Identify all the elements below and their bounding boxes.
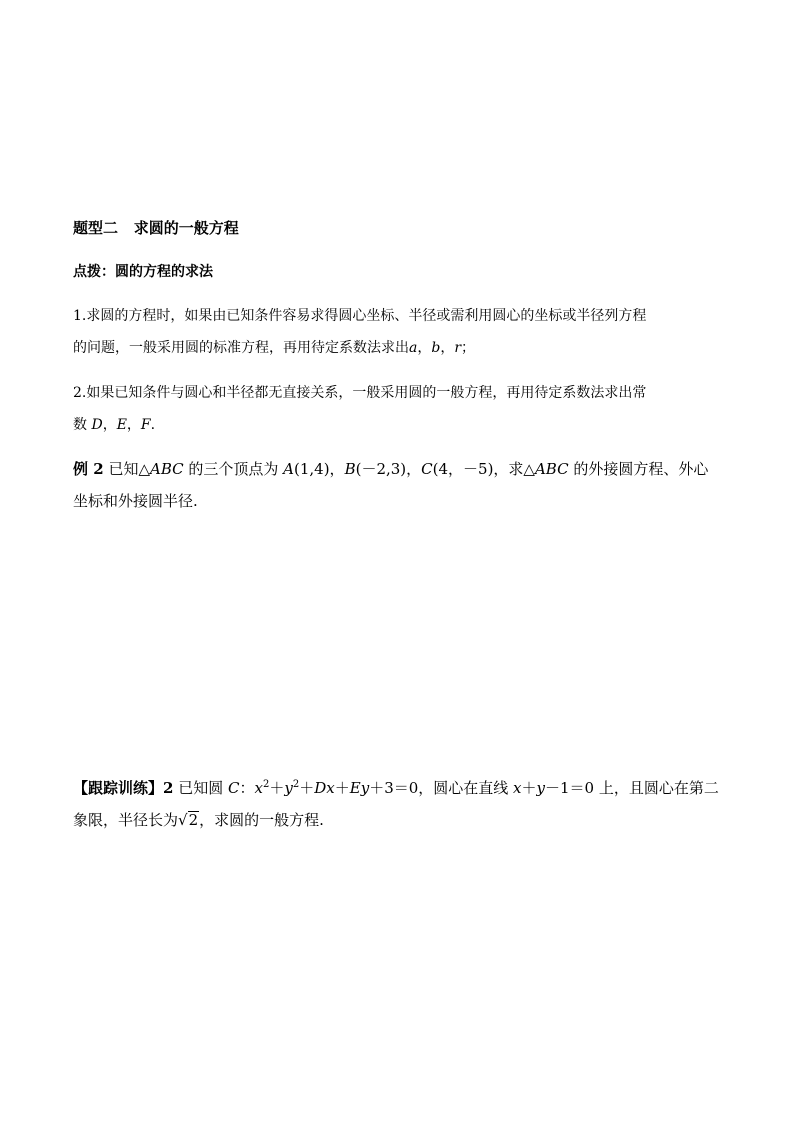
radicand: 2 bbox=[188, 811, 199, 829]
op: ＋ bbox=[334, 779, 350, 797]
end-punct: . bbox=[150, 417, 156, 433]
triangle-name: ABC bbox=[534, 460, 569, 478]
practice-2-line-1 bbox=[73, 772, 725, 804]
text: 已知圆 bbox=[173, 779, 228, 797]
sep: ， bbox=[126, 417, 141, 433]
var-b: b bbox=[431, 340, 441, 356]
var-E: E bbox=[116, 417, 127, 433]
section-title-text: 求圆的一般方程 bbox=[133, 219, 239, 237]
example-2-line-1 bbox=[73, 453, 725, 485]
var-x: x bbox=[513, 779, 522, 797]
method-2-line-1: 2.如果已知条件与圆心和半径都无直接关系，一般采用圆的一般方程，再用待定系数法求出常 bbox=[73, 385, 647, 401]
practice-label: 【跟踪训练】2 bbox=[73, 779, 174, 797]
section-title-label: 题型二 bbox=[73, 219, 119, 237]
sep: ， bbox=[440, 340, 455, 356]
text: 的外接圆方程、外心 bbox=[568, 460, 709, 478]
method-2-text: 数 bbox=[73, 417, 87, 433]
point-C: C bbox=[421, 460, 433, 478]
term-Ey: Ey bbox=[349, 779, 370, 797]
end-punct: ； bbox=[461, 340, 476, 356]
method-2-paragraph bbox=[73, 377, 725, 441]
op: ＋ bbox=[521, 779, 537, 797]
text: 的三个顶点为 bbox=[183, 460, 284, 478]
text: ，求圆的一般方程. bbox=[199, 811, 324, 829]
method-1-line-1: 1.求圆的方程时，如果由已知条件容易求得圆心坐标、半径或需利用圆心的坐标或半径列方程 bbox=[73, 308, 647, 324]
var-x: x bbox=[254, 779, 263, 797]
triangle-name: ABC bbox=[149, 460, 184, 478]
var-D: D bbox=[91, 417, 103, 433]
method-2-line-2 bbox=[73, 409, 725, 441]
sep: ， bbox=[417, 340, 432, 356]
practice-2 bbox=[73, 772, 725, 836]
method-1-line-2 bbox=[73, 332, 725, 364]
text: 象限，半径长为 bbox=[73, 811, 179, 829]
example-2-line-2: 坐标和外接圆半径. bbox=[73, 492, 198, 510]
var-F: F bbox=[140, 417, 151, 433]
method-1-text: 的问题，一般采用圆的标准方程，再用待定系数法求出 bbox=[73, 340, 409, 356]
section-title bbox=[73, 212, 725, 244]
exponent: 2 bbox=[262, 779, 270, 790]
text: ： bbox=[239, 779, 255, 797]
tip-heading: 点拨：圆的方程的求法 bbox=[73, 264, 213, 280]
point-A: A bbox=[283, 460, 294, 478]
coord-C: (4，－5)，求△ bbox=[432, 460, 535, 478]
exponent: 2 bbox=[292, 779, 300, 790]
var-y: y bbox=[536, 779, 546, 797]
var-y: y bbox=[284, 779, 293, 797]
op: ＋ bbox=[269, 779, 285, 797]
text: 已知△ bbox=[103, 460, 150, 478]
practice-2-line-2 bbox=[73, 804, 725, 836]
example-2 bbox=[73, 453, 725, 517]
example-label: 例 2 bbox=[73, 460, 104, 478]
term-Dx: Dx bbox=[314, 779, 335, 797]
sep: ， bbox=[102, 417, 117, 433]
op: ＋ bbox=[299, 779, 315, 797]
point-B: B bbox=[344, 460, 356, 478]
coord-A: (1,4)， bbox=[294, 460, 345, 478]
method-1-paragraph bbox=[73, 300, 725, 364]
text: －1＝0 上，且圆心在第二 bbox=[545, 779, 719, 797]
square-root: √2 bbox=[178, 811, 199, 829]
var-r: r bbox=[454, 340, 462, 356]
coord-B: (－2,3)， bbox=[355, 460, 422, 478]
circle-name: C bbox=[228, 779, 240, 797]
text: ＋3＝0，圆心在直线 bbox=[369, 779, 514, 797]
var-a: a bbox=[409, 340, 418, 356]
